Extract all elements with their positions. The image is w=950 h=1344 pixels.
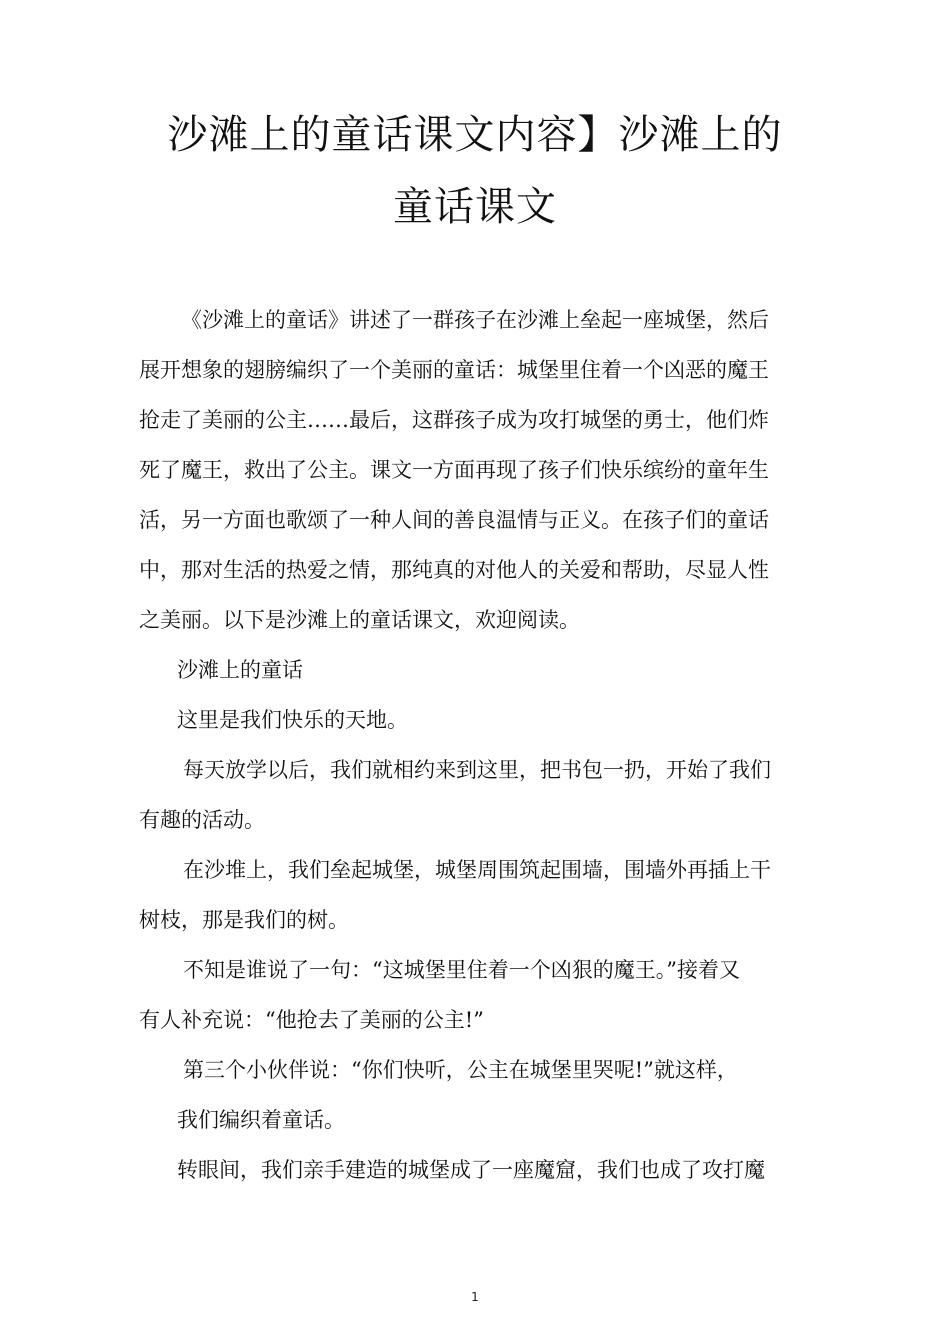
story-line: 第三个小伙伴说：“你们快听，公主在城堡里哭呢!”就这样， bbox=[183, 1058, 738, 1082]
intro-line: 之美丽。以下是沙滩上的童话课文，欢迎阅读。 bbox=[139, 608, 580, 632]
intro-line: 中，那对生活的热爱之情，那纯真的对他人的关爱和帮助，尽显人性 bbox=[139, 558, 769, 582]
intro-line: 活，另一方面也歌颂了一种人间的善良温情与正义。在孩子们的童话 bbox=[139, 508, 769, 532]
story-paragraph-4 bbox=[139, 945, 819, 1045]
intro-line: 抢走了美丽的公主……最后，这群孩子成为攻打城堡的勇士，他们炸 bbox=[139, 408, 769, 432]
intro-line: 《沙滩上的童话》讲述了一群孩子在沙滩上垒起一座城堡，然后 bbox=[181, 308, 769, 332]
intro-line: 展开想象的翅膀编织了一个美丽的童话：城堡里住着一个凶恶的魔王 bbox=[139, 358, 769, 382]
intro-line: 死了魔王，救出了公主。课文一方面再现了孩子们快乐缤纷的童年生 bbox=[139, 458, 769, 482]
story-line: 有趣的活动。 bbox=[139, 808, 265, 832]
story-line: 树枝，那是我们的树。 bbox=[139, 908, 349, 932]
document-title-line-1: 沙滩上的童话课文内容】沙滩上的 bbox=[167, 112, 783, 158]
page-number: 1 bbox=[471, 1290, 479, 1304]
document-title-line-2: 童话课文 bbox=[393, 184, 557, 230]
story-paragraph-6: 我们编织着童话。 bbox=[177, 1108, 345, 1132]
story-line: 在沙堆上，我们垒起城堡，城堡周围筑起围墙，围墙外再插上干 bbox=[183, 858, 771, 882]
story-line: 不知是谁说了一句：“这城堡里住着一个凶狠的魔王。”接着又 bbox=[183, 958, 740, 982]
story-paragraph-2 bbox=[139, 745, 819, 845]
story-line: 每天放学以后，我们就相约来到这里，把书包一扔，开始了我们 bbox=[183, 758, 771, 782]
story-paragraph-3 bbox=[139, 845, 819, 945]
story-title: 沙滩上的童话 bbox=[177, 658, 303, 682]
document-body bbox=[139, 295, 819, 1195]
intro-paragraph bbox=[139, 295, 819, 645]
story-line: 有人补充说：“他抢去了美丽的公主!” bbox=[139, 1008, 484, 1032]
story-paragraph-7: 转眼间，我们亲手建造的城堡成了一座魔窟，我们也成了攻打魔 bbox=[177, 1158, 765, 1182]
story-paragraph-1: 这里是我们快乐的天地。 bbox=[177, 708, 408, 732]
story-paragraph-5 bbox=[139, 1045, 819, 1095]
